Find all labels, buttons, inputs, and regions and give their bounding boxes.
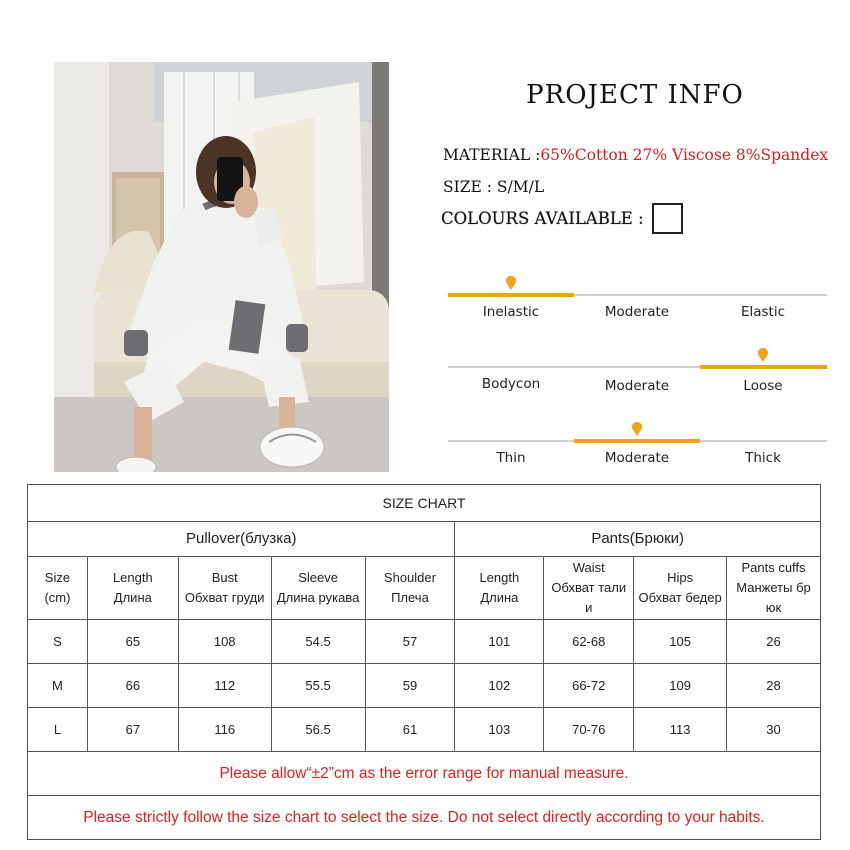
- table-cell: 108: [178, 620, 271, 664]
- table-row-l: [28, 708, 821, 752]
- product-photo: [54, 62, 389, 472]
- size-selection-note: Please strictly follow the size chart to select the size. Do not select directly according to your habits.: [28, 796, 821, 840]
- table-cell: 57: [365, 620, 455, 664]
- table-row-s: [28, 620, 821, 664]
- scale-highlight: [700, 365, 827, 369]
- thickness-scale: [448, 419, 827, 479]
- table-cell: 70-76: [544, 708, 634, 752]
- pants-group-header: Pants(Брюки): [455, 522, 821, 557]
- table-cell: 66-72: [544, 664, 634, 708]
- table-cell: 28: [727, 664, 821, 708]
- scale-highlight: [574, 439, 700, 443]
- table-cell: L: [28, 708, 88, 752]
- scale-label-thick: Thick: [745, 450, 781, 466]
- size-chart-title: SIZE CHART: [28, 485, 821, 522]
- table-cell: 62-68: [544, 620, 634, 664]
- scale-label-thin: Thin: [496, 450, 526, 466]
- error-range-note: Please allow“±2”cm as the error range for manual measure.: [28, 752, 821, 796]
- table-cell: 65: [87, 620, 178, 664]
- table-cell: 109: [634, 664, 727, 708]
- table-cell: 113: [634, 708, 727, 752]
- header-hips: Hips Обхват бедер: [634, 557, 727, 620]
- header-pullover-length: Length Длина: [87, 557, 178, 620]
- colours-available-label: COLOURS AVAILABLE :: [441, 209, 644, 228]
- project-info-title: PROJECT INFO: [526, 80, 744, 110]
- scale-highlight: [448, 293, 574, 297]
- size-chart-table: [27, 484, 821, 840]
- header-sleeve: Sleeve Длина рукава: [271, 557, 365, 620]
- model-in-tracksuit-image: [54, 62, 389, 472]
- table-cell: 112: [178, 664, 271, 708]
- material-line: [443, 146, 828, 164]
- location-pin-icon: [631, 422, 643, 436]
- fit-scale: [448, 345, 827, 405]
- scale-label-moderate: Moderate: [604, 450, 670, 466]
- scale-label-inelastic: Inelastic: [482, 304, 540, 320]
- location-pin-icon: [505, 276, 517, 290]
- table-cell: M: [28, 664, 88, 708]
- table-cell: 26: [727, 620, 821, 664]
- header-size: Size (cm): [28, 557, 88, 620]
- size-line: SIZE : S/M/L: [443, 178, 545, 196]
- table-cell: 116: [178, 708, 271, 752]
- table-cell: 105: [634, 620, 727, 664]
- table-cell: S: [28, 620, 88, 664]
- scale-label-loose: Loose: [743, 378, 783, 394]
- table-cell: 30: [727, 708, 821, 752]
- header-bust: Bust Обхват груди: [178, 557, 271, 620]
- table-cell: 56.5: [271, 708, 365, 752]
- header-waist: Waist Обхват тали и: [544, 557, 634, 620]
- table-cell: 101: [455, 620, 544, 664]
- material-label: MATERIAL :: [443, 146, 541, 164]
- table-cell: 102: [455, 664, 544, 708]
- table-cell: 66: [87, 664, 178, 708]
- scale-label-moderate: Moderate: [604, 304, 670, 320]
- elasticity-scale: [448, 273, 827, 333]
- scale-label-moderate: Moderate: [604, 378, 670, 394]
- table-cell: 67: [87, 708, 178, 752]
- scale-label-bodycon: Bodycon: [481, 376, 541, 392]
- colour-swatch-white[interactable]: [652, 203, 683, 234]
- header-pants-length: Length Длина: [455, 557, 544, 620]
- table-cell: 103: [455, 708, 544, 752]
- material-value: 65%Cotton 27% Viscose 8%Spandex: [540, 146, 829, 164]
- pullover-group-header: Pullover(блузка): [28, 522, 455, 557]
- header-pants-cuffs: Pants cuffs Манжеты бр юк: [727, 557, 821, 620]
- header-shoulder: Shoulder Плеча: [365, 557, 455, 620]
- location-pin-icon: [757, 348, 769, 362]
- scale-label-elastic: Elastic: [740, 304, 786, 320]
- table-cell: 61: [365, 708, 455, 752]
- table-row-m: [28, 664, 821, 708]
- table-cell: 55.5: [271, 664, 365, 708]
- table-cell: 54.5: [271, 620, 365, 664]
- table-cell: 59: [365, 664, 455, 708]
